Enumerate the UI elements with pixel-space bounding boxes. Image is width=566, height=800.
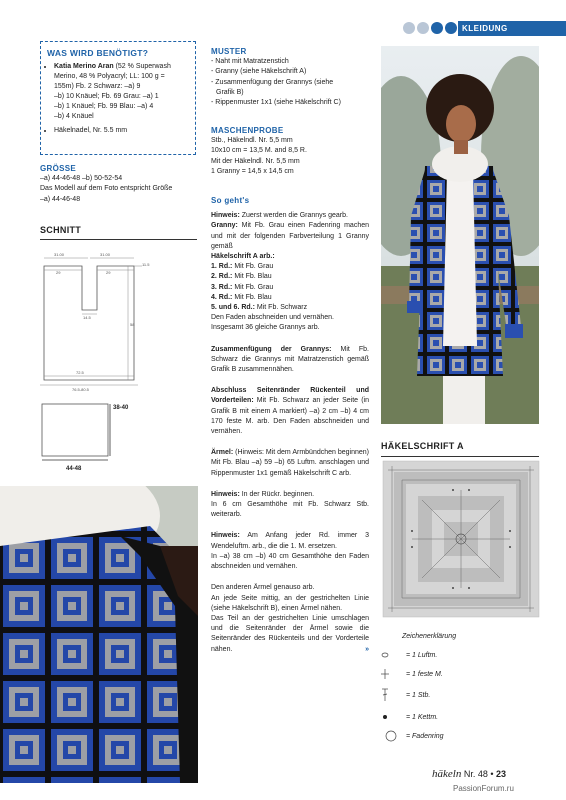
- round-text: Mit Fb. Blau: [232, 273, 272, 281]
- divider: [40, 239, 197, 240]
- difficulty-dots: [403, 22, 457, 34]
- granny-text: Mit Fb. Grau einen Fadenring machen und mit der folgenden Farbverteilung 1 Granny gemäß: [211, 222, 369, 250]
- muster-item: - Granny (siehe Häkelschrift A): [211, 68, 307, 76]
- hinweis-label: Hinweis:: [211, 532, 240, 540]
- magazine-brand: häkeln: [432, 768, 462, 780]
- legend-label: = 1 feste M.: [406, 670, 443, 678]
- legend-label: = 1 Kettm.: [406, 713, 439, 721]
- maschenprobe-section: [211, 126, 371, 177]
- instructions: [211, 196, 369, 655]
- yarn-text: 155m) Fb. 2 Schwarz: –a) 9: [54, 83, 141, 90]
- dim-label: 29: [56, 270, 61, 275]
- materials-box: [40, 41, 196, 155]
- yarn-text: –b) 1 Knäuel; Fb. 99 Blau: –a) 4: [54, 103, 154, 110]
- instruction-text: Am Anfang jeder Rd. immer 3 Wendeluftm. arb., die die 1. M. ersetzen.: [211, 532, 369, 550]
- category-label: KLEIDUNG: [458, 21, 566, 36]
- legend-label: = 1 Luftm.: [406, 651, 438, 659]
- page-footer: [432, 768, 506, 780]
- detail-photo: [0, 486, 198, 783]
- legend-item: [376, 729, 444, 743]
- legend-label: = 1 Stb.: [406, 691, 431, 699]
- yarn-text: (52 % Superwash: [113, 63, 171, 70]
- legend-title: Zeichenerklärung: [402, 633, 457, 640]
- muster-item: Grafik B): [216, 88, 244, 96]
- legend-item: [376, 710, 438, 724]
- hinweis-text: Zuerst werden die Grannys gearb.: [239, 212, 348, 220]
- chart-title: HÄKELSCHRIFT A: [381, 441, 464, 451]
- materials-needle: • Häkelnadel, Nr. 5.5 mm: [54, 126, 189, 136]
- round-label: 3. Rd.:: [211, 283, 233, 291]
- instruction-text: In –a) 38 cm –b) 40 cm Gesamthöhe den Faden abschneiden und vernähen.: [211, 552, 369, 571]
- round-text: Mit Fb. Schwarz: [254, 304, 308, 312]
- legend-item: [376, 667, 443, 681]
- yarn-text: –b) 10 Knäuel; Fb. 69 Grau: –a) 1: [54, 93, 159, 100]
- schnitt-title: SCHNITT: [40, 225, 82, 235]
- materials-title: WAS WIRD BENÖTIGT?: [47, 48, 149, 58]
- granny-a-label: Häkelschrift A arb.:: [211, 253, 275, 261]
- instruction-text: Insgesamt 36 gleiche Grannys arb.: [211, 324, 320, 332]
- continue-arrow: »: [365, 645, 369, 653]
- materials-yarn: [54, 62, 189, 122]
- muster-item: - Zusammenfügung der Grannys (siehe: [211, 78, 334, 86]
- dim-label: 31.00: [100, 252, 111, 257]
- legend-label: = Fadenring: [406, 732, 444, 740]
- crochet-chart: [382, 460, 540, 618]
- granny-label: Granny:: [211, 222, 238, 230]
- size-text: –a) 44-46-48: [40, 195, 81, 203]
- dim-label: 11.5: [142, 262, 150, 267]
- difficulty-dot-active: [431, 22, 443, 34]
- page-number: 23: [496, 769, 507, 779]
- round-label: 1. Rd.:: [211, 263, 233, 271]
- dim-label: 29: [106, 270, 111, 275]
- slip-stitch-icon: [376, 710, 406, 724]
- instruction-text: In der Rückr. beginnen.: [239, 490, 315, 498]
- model-photo: [381, 46, 539, 424]
- size-text: Das Modell auf dem Foto entspricht Größe: [40, 185, 173, 193]
- round-label: 2. Rd.:: [211, 273, 233, 281]
- muster-section: [211, 47, 371, 108]
- divider: [381, 456, 539, 457]
- instruction-text: Mit Fb. Schwarz an jeder Seite (in Grafik B mit einem A markiert) –a) 2 cm –b) 4 cm 170 feste M. arb. Den Faden abschneiden und vernähen.: [211, 397, 369, 436]
- maschenprobe-title: MASCHENPROBE: [211, 126, 284, 135]
- maschenprobe-line: 10x10 cm = 13,5 M. and 8,5 R.: [211, 147, 307, 155]
- dim-label: 72.5: [76, 370, 84, 375]
- dim-label: 58: [130, 322, 135, 327]
- difficulty-dot-active: [445, 22, 457, 34]
- instruction-text: Mit Fb. Schwarz die Grannys mit Matratzenstich gemäß Grafik B zusammennähen.: [211, 345, 369, 374]
- maschenprobe-line: 1 Granny = 14,5 x 14,5 cm: [211, 167, 294, 175]
- round-text: Mit Fb. Grau: [232, 283, 274, 291]
- legend-item: [376, 648, 437, 662]
- instruction-text: Den anderen Ärmel genauso arb.: [211, 584, 315, 592]
- size-title: GRÖSSE: [40, 164, 77, 173]
- yarn-text: –b) 4 Knäuel: [54, 113, 94, 120]
- dim-label: 44-48: [66, 466, 82, 472]
- materials-list: [47, 62, 189, 136]
- hinweis-label: Hinweis:: [211, 490, 240, 498]
- instruction-text: In 6 cm Gesamthöhe mit Fb. Schwarz Stb. weiterarb.: [211, 501, 369, 519]
- size-text: –a) 44-46-48 –b) 50-52-54: [40, 175, 123, 183]
- legend-item: [376, 688, 430, 702]
- section-label: Abschluss Seitenränder Rückenteil und Vorderteilen:: [211, 387, 369, 405]
- instruction-text: Das Teil an der gestrichelten Linie umschlagen und die Seitenränder der Ärmel sowie die Seitenränder des Rückenteils und der Vorderteile nähen.: [211, 614, 369, 653]
- size-section: [40, 164, 200, 205]
- difficulty-dot: [403, 22, 415, 34]
- chain-stitch-icon: [376, 648, 406, 662]
- issue-number: Nr. 48 •: [461, 769, 496, 779]
- instruction-text: (Hinweis: Mit dem Armbündchen beginnen) Mit Fb. Blau –a) 59 –b) 65 Luftm. anschlagen und Rippenmuster 1x1 gemäß Häkelschrift C arb.: [211, 449, 369, 477]
- single-crochet-icon: [376, 667, 406, 681]
- double-crochet-icon: [376, 688, 406, 702]
- sogehts-title: So geht's: [211, 196, 250, 205]
- yarn-name: Katia Merino Aran: [54, 63, 114, 70]
- dim-label: 14.5: [83, 315, 91, 320]
- instruction-text: Den Faden abschneiden und vernähen.: [211, 314, 334, 322]
- instruction-text: An jede Seite mittig, an der gestrichelten Linie (siehe Häkelschrift B), einen Ärmel nähen.: [211, 594, 369, 612]
- muster-item: - Naht mit Matratzenstich: [211, 58, 289, 66]
- round-label: 5. und 6. Rd.:: [211, 304, 255, 312]
- hinweis-label: Hinweis:: [211, 212, 240, 220]
- difficulty-dot: [417, 22, 429, 34]
- maschenprobe-line: Mit der Häkelndl. Nr. 5,5 mm: [211, 157, 300, 165]
- dim-label: 31.00: [54, 252, 65, 257]
- round-label: 4. Rd.:: [211, 293, 233, 301]
- muster-item: - Rippenmuster 1x1 (siehe Häkelschrift C): [211, 99, 341, 107]
- watermark: PassionForum.ru: [453, 784, 514, 793]
- muster-title: MUSTER: [211, 47, 247, 56]
- dim-label: 76.5-80.5: [72, 387, 89, 392]
- schnitt-diagram: [38, 248, 198, 478]
- section-label: Ärmel:: [211, 449, 234, 457]
- dim-label: 38-40: [113, 405, 129, 411]
- magic-ring-icon: [376, 729, 406, 743]
- section-label: Zusammenfügung der Grannys:: [211, 345, 332, 353]
- maschenprobe-line: Stb., Häkelndl. Nr. 5,5 mm: [211, 137, 293, 145]
- yarn-text: Merino, 48 % Polyacryl; LL: 100 g =: [54, 73, 165, 80]
- round-text: Mit Fb. Grau: [232, 263, 274, 271]
- round-text: Mit Fb. Blau: [232, 293, 272, 301]
